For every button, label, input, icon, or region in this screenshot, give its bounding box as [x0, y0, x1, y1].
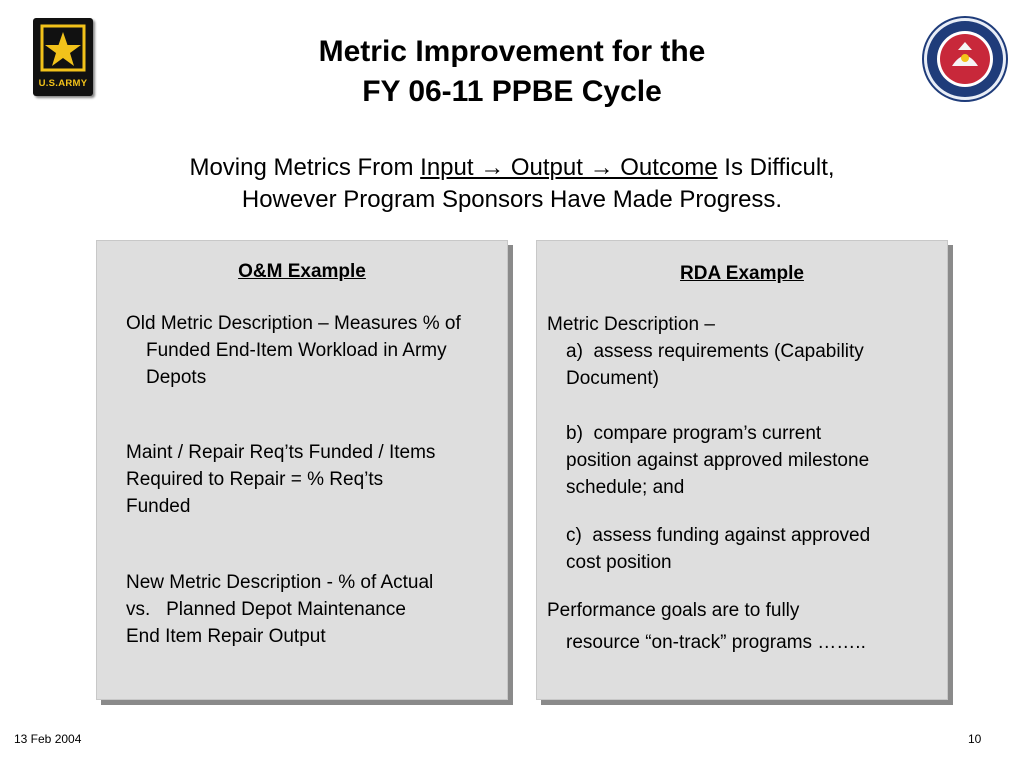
- subtitle-suffix: Is Difficult,: [717, 154, 835, 181]
- title-line-2: FY 06-11 PPBE Cycle: [362, 75, 662, 108]
- new-metric-description: [126, 569, 506, 650]
- om-example-panel: [96, 240, 508, 700]
- item-a-line-2: Document): [566, 368, 659, 389]
- page-number: 10: [968, 732, 982, 746]
- item-c-line-2: cost position: [566, 552, 672, 573]
- item-b-line-2: position against approved milestone: [566, 450, 870, 471]
- new-metric-line-2: vs. Planned Depot Maintenance: [126, 599, 406, 620]
- army-logo-text: U.S.ARMY: [38, 78, 88, 89]
- slide-title: [200, 32, 824, 112]
- performance-goals: [547, 597, 942, 656]
- rda-example-panel: [536, 240, 948, 700]
- item-c-line-1: c) assess funding against approved: [566, 525, 871, 546]
- metric-description-label: Metric Description –: [547, 314, 715, 335]
- title-line-1: Metric Improvement for the: [318, 35, 706, 68]
- rda-item-c: [566, 522, 941, 576]
- footer-date: 13 Feb 2004: [14, 732, 82, 746]
- om-example-heading: O&M Example: [238, 261, 366, 282]
- rda-item-b: [566, 420, 941, 501]
- subtitle-flow: Input → Output → Outcome: [420, 154, 718, 181]
- new-metric-line-1: New Metric Description - % of Actual: [126, 572, 434, 593]
- assistant-secretary-seal-icon: [922, 16, 1008, 102]
- rda-item-a: [566, 338, 941, 392]
- rda-example-heading: RDA Example: [680, 263, 804, 284]
- army-logo-icon: [33, 18, 93, 96]
- slide-subtitle: [90, 152, 934, 216]
- new-metric-line-3: End Item Repair Output: [126, 626, 326, 647]
- goals-line-2: resource “on-track” programs ……..: [566, 632, 866, 653]
- item-b-line-3: schedule; and: [566, 477, 685, 498]
- old-metric-description: Old Metric Description – Measures % of Funded End-Item Workload in Army Depots: [126, 313, 461, 388]
- subtitle-line-1: [90, 152, 934, 184]
- item-b-line-1: b) compare program’s current: [566, 423, 822, 444]
- subtitle-prefix: Moving Metrics From: [189, 154, 421, 181]
- subtitle-line-2: However Program Sponsors Have Made Progress.: [241, 186, 783, 213]
- goals-line-1: Performance goals are to fully: [547, 600, 800, 621]
- formula-description: Maint / Repair Req’ts Funded / Items Required to Repair = % Req’ts Funded: [126, 442, 436, 517]
- item-a-line-1: a) assess requirements (Capability: [566, 341, 864, 362]
